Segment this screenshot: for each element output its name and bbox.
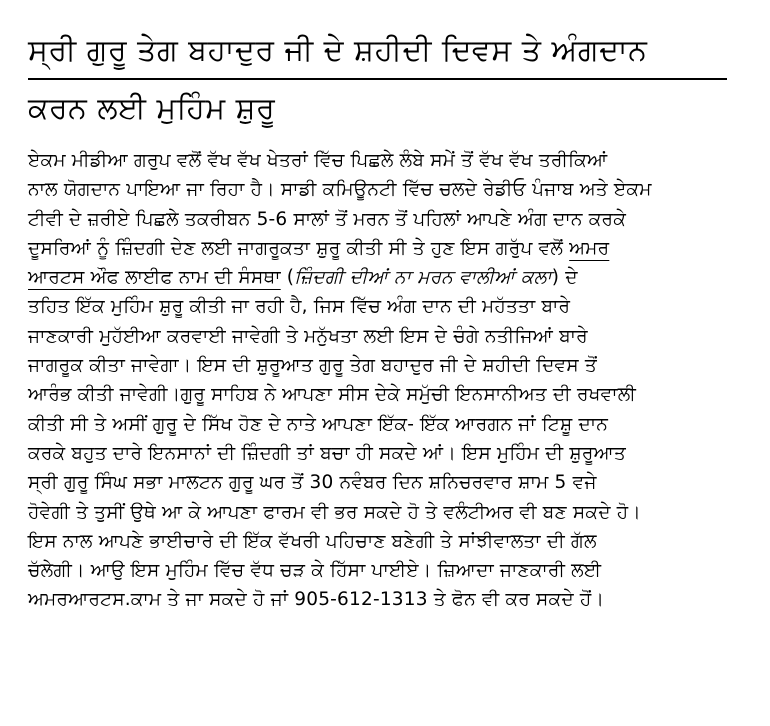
body-line bbox=[28, 263, 758, 292]
article-headline bbox=[28, 22, 748, 138]
headline-line-1: ਸ੍ਰੀ ਗੁਰੂ ਤੇਗ ਬਹਾਦੁਰ ਜੀ ਦੇ ਸ਼ਹੀਦੀ ਦਿਵਸ ਤੇ ਅੰਗਦਾਨ bbox=[28, 33, 648, 68]
body-line: ਕਰਕੇ ਬਹੁਤ ਦਾਰੇ ਇਨਸਾਨਾਂ ਦੀ ਜ਼ਿੰਦਗੀ ਤਾਂ ਬਚਾ ਹੀ ਸਕਦੇ ਆਂ। ਇਸ ਮੁਹਿੰਮ ਦੀ ਸ਼ੁਰੂਆਤ bbox=[28, 442, 626, 464]
body-line: ਸ੍ਰੀ ਗੁਰੂ ਸਿੰਘ ਸਭਾ ਮਾਲਟਨ ਗੁਰੂ ਘਰ ਤੋਂ 30 ਨਵੰਬਰ ਦਿਨ ਸ਼ਨਿਚਰਵਾਰ ਸ਼ਾਮ 5 ਵਜੇ bbox=[28, 472, 597, 494]
body-line: ਟੀਵੀ ਦੇ ਜ਼ਰੀਏ ਪਿਛਲੇ ਤਕਰੀਬਨ 5-6 ਸਾਲਾਂ ਤੋਂ ਮਰਨ ਤੋਂ ਪਹਿਲਾਂ ਆਪਣੇ ਅੰਗ ਦਾਨ ਕਰਕੇ bbox=[28, 208, 627, 230]
headline-line-2: ਕਰਨ ਲਈ ਮੁਹਿੰਮ ਸ਼ੁਰੂ bbox=[28, 91, 276, 126]
body-text-segment: ( bbox=[280, 267, 295, 289]
body-line: ਹੋਵੇਗੀ ਤੇ ਤੁਸੀਂ ਉਥੇ ਆ ਕੇ ਆਪਣਾ ਫਾਰਮ ਵੀ ਭਰ ਸਕਦੇ ਹੋ ਤੇ ਵਲੰਟੀਅਰ ਵੀ ਬਣ ਸਕਦੇ ਹੋ। bbox=[28, 501, 641, 523]
body-line bbox=[28, 234, 758, 263]
body-line: ਏਕਮ ਮੀਡੀਆ ਗਰੁਪ ਵਲੋਂ ਵੱਖ ਵੱਖ ਖੇਤਰਾਂ ਵਿੱਚ ਪਿਛਲੇ ਲੰਬੇ ਸਮੇਂ ਤੋਂ ਵੱਖ ਵੱਖ ਤਰੀਕਿਆਂ bbox=[28, 150, 608, 171]
body-line: ਜਾਗਰੂਕ ਕੀਤਾ ਜਾਵੇਗਾ। ਇਸ ਦੀ ਸ਼ੁਰੂਆਤ ਗੁਰੂ ਤੇਗ ਬਹਾਦੁਰ ਜੀ ਦੇ ਸ਼ਹੀਦੀ ਦਿਵਸ ਤੋਂ bbox=[28, 355, 597, 377]
body-line: ਜਾਣਕਾਰੀ ਮੁਹੱਈਆ ਕਰਵਾਈ ਜਾਵੇਗੀ ਤੇ ਮਨੁੱਖਤਾ ਲਈ ਇਸ ਦੇ ਚੰਗੇ ਨਤੀਜਿਆਂ ਬਾਰੇ bbox=[28, 325, 588, 347]
body-line: ਚੱਲੇਗੀ। ਆਉ ਇਸ ਮੁਹਿੰਮ ਵਿੱਚ ਵੱਧ ਚੜ ਕੇ ਹਿੱਸਾ ਪਾਈਏ। ਜ਼ਿਆਦਾ ਜਾਣਕਾਰੀ ਲਈ bbox=[28, 560, 602, 582]
body-text-segment: ਦੂਸਰਿਆਂ ਨੂੰ ਜ਼ਿੰਦਗੀ ਦੇਣ ਲਈ ਜਾਗਰੂਕਤਾ ਸ਼ੁਰੂ ਕੀਤੀ ਸੀ ਤੇ ਹੁਣ ਇਸ ਗਰੁੱਪ ਵਲੋਂ bbox=[28, 237, 570, 259]
organization-name: ਅਮਰ bbox=[569, 237, 610, 259]
body-line: ਇਸ ਨਾਲ ਆਪਣੇ ਭਾਈਚਾਰੇ ਦੀ ਇੱਕ ਵੱਖਰੀ ਪਹਿਚਾਣ ਬਣੇਗੀ ਤੇ ਸਾਂਝੀਵਾਲਤਾ ਦੀ ਗੱਲ bbox=[28, 530, 597, 552]
body-line: ਤਹਿਤ ਇੱਕ ਮੁਹਿੰਮ ਸ਼ੁਰੂ ਕੀਤੀ ਜਾ ਰਹੀ ਹੈ, ਜਿਸ ਵਿੱਚ ਅੰਗ ਦਾਨ ਦੀ ਮਹੱਤਤਾ ਬਾਰੇ bbox=[28, 296, 571, 318]
organization-name: ਆਰਟਸ ਔਫ ਲਾਈਫ ਨਾਮ ਦੀ ਸੰਸਥਾ bbox=[28, 267, 281, 289]
body-line: ਕੀਤੀ ਸੀ ਤੇ ਅਸੀਂ ਗੁਰੂ ਦੇ ਸਿੱਖ ਹੋਣ ਦੇ ਨਾਤੇ ਆਪਣਾ ਇੱਕ- ਇੱਕ ਆਰਗਨ ਜਾਂ ਟਿਸ਼ੂ ਦਾਨ bbox=[28, 413, 609, 435]
body-line: ਨਾਲ ਯੋਗਦਾਨ ਪਾਇਆ ਜਾ ਰਿਹਾ ਹੈ। ਸਾਡੀ ਕਮਿਊਨਟੀ ਵਿੱਚ ਚਲਦੇ ਰੇਡੀਓ ਪੰਜਾਬ ਅਤੇ ਏਕਮ bbox=[28, 179, 652, 201]
body-line: ਆਰੰਭ ਕੀਤੀ ਜਾਵੇਗੀ।ਗੁਰੂ ਸਾਹਿਬ ਨੇ ਆਪਣਾ ਸੀਸ ਦੇਕੇ ਸਮੁੱਚੀ ਇਨਸਾਨੀਅਤ ਦੀ ਰਖਵਾਲੀ bbox=[28, 384, 636, 406]
organization-tagline: ਜ਼ਿੰਦਗੀ ਦੀਆਂ ਨਾ ਮਰਨ ਵਾਲੀਆਂ ਕਲਾ bbox=[294, 267, 552, 289]
article-body bbox=[28, 146, 758, 615]
headline-underline bbox=[28, 78, 727, 80]
body-line: ਅਮਰਆਰਟਸ.ਕਾਮ ਤੇ ਜਾ ਸਕਦੇ ਹੋ ਜਾਂ 905-612-1313 ਤੇ ਫੋਨ ਵੀ ਕਰ ਸਕਦੇ ਹੋਂ। bbox=[28, 589, 605, 611]
body-text-segment: ) ਦੇ bbox=[551, 267, 578, 289]
